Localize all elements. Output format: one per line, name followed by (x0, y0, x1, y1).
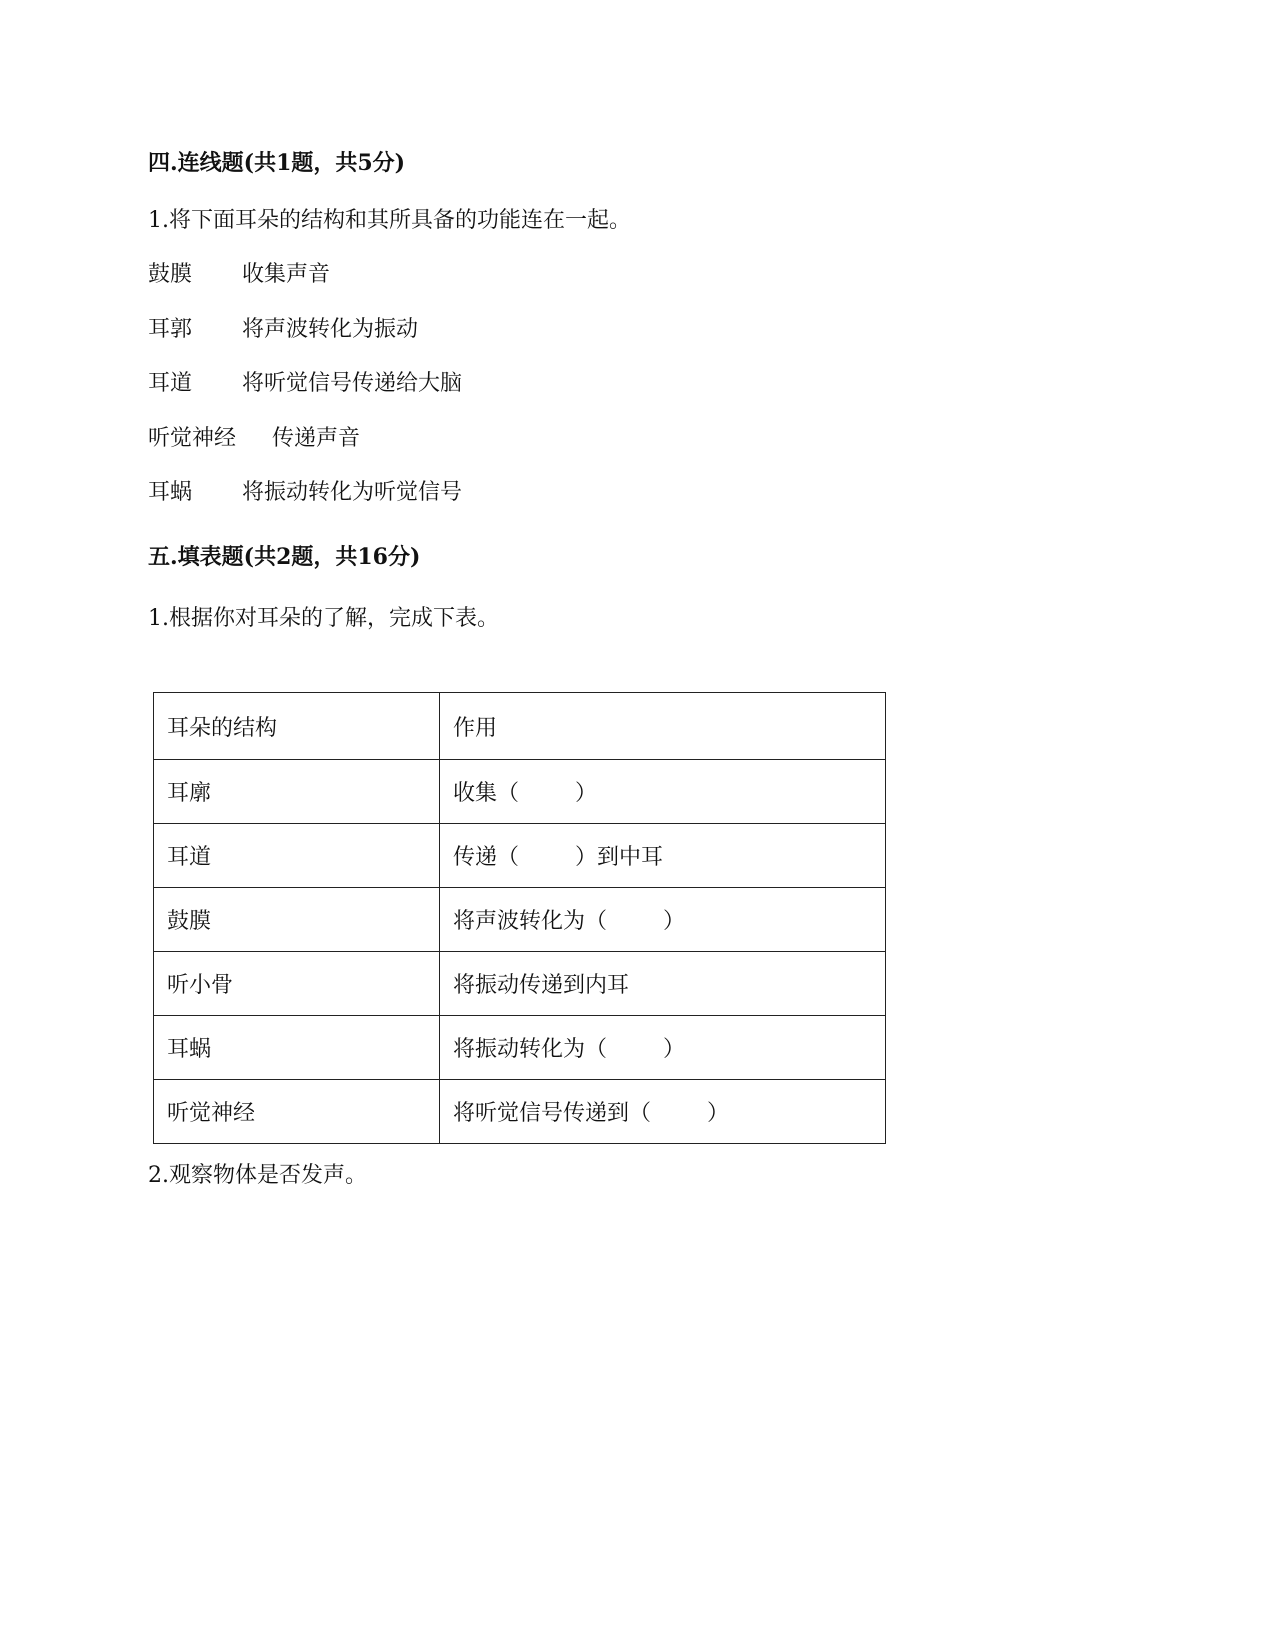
table-cell-function: 传递（ ）到中耳 (440, 824, 886, 888)
table-cell-function: 将振动传递到内耳 (440, 952, 886, 1016)
section-heading-fill-table: 五.填表题(共2题，共16分) (148, 544, 421, 570)
table-cell-structure: 耳蜗 (154, 1016, 440, 1080)
table-row (154, 1080, 886, 1144)
question-text: 1.将下面耳朵的结构和其所具备的功能连在一起。 (148, 208, 631, 233)
table-row (154, 888, 886, 952)
table-header-cell: 耳朵的结构 (154, 693, 440, 760)
table-row (154, 952, 886, 1016)
table-row (154, 824, 886, 888)
ear-structure-table (153, 692, 886, 1144)
table-row (154, 1016, 886, 1080)
table-cell-structure: 耳廓 (154, 760, 440, 824)
question-text: 1.根据你对耳朵的了解，完成下表。 (148, 606, 499, 631)
function-label: 将声波转化为振动 (242, 317, 419, 342)
table-cell-structure: 听小骨 (154, 952, 440, 1016)
table-row (154, 760, 886, 824)
table-cell-function: 将声波转化为（ ） (440, 888, 886, 952)
structure-label: 耳郭 (148, 317, 193, 342)
table-cell-function: 收集（ ） (440, 760, 886, 824)
table-cell-structure: 耳道 (154, 824, 440, 888)
structure-label: 鼓膜 (148, 262, 193, 287)
structure-label: 听觉神经 (148, 426, 237, 451)
table-cell-function: 将振动转化为（ ） (440, 1016, 886, 1080)
section-heading-matching: 四.连线题(共1题，共5分) (148, 150, 406, 176)
function-label: 将振动转化为听觉信号 (242, 480, 463, 505)
table-cell-structure: 听觉神经 (154, 1080, 440, 1144)
function-label: 收集声音 (242, 262, 331, 287)
table-header-row (154, 693, 886, 760)
table-header-cell: 作用 (440, 693, 886, 760)
table-cell-function: 将听觉信号传递到（ ） (440, 1080, 886, 1144)
structure-label: 耳道 (148, 371, 193, 396)
structure-label: 耳蜗 (148, 480, 193, 505)
function-label: 将听觉信号传递给大脑 (242, 371, 463, 396)
function-label: 传递声音 (272, 426, 361, 451)
question-text: 2.观察物体是否发声。 (148, 1163, 367, 1188)
table-cell-structure: 鼓膜 (154, 888, 440, 952)
